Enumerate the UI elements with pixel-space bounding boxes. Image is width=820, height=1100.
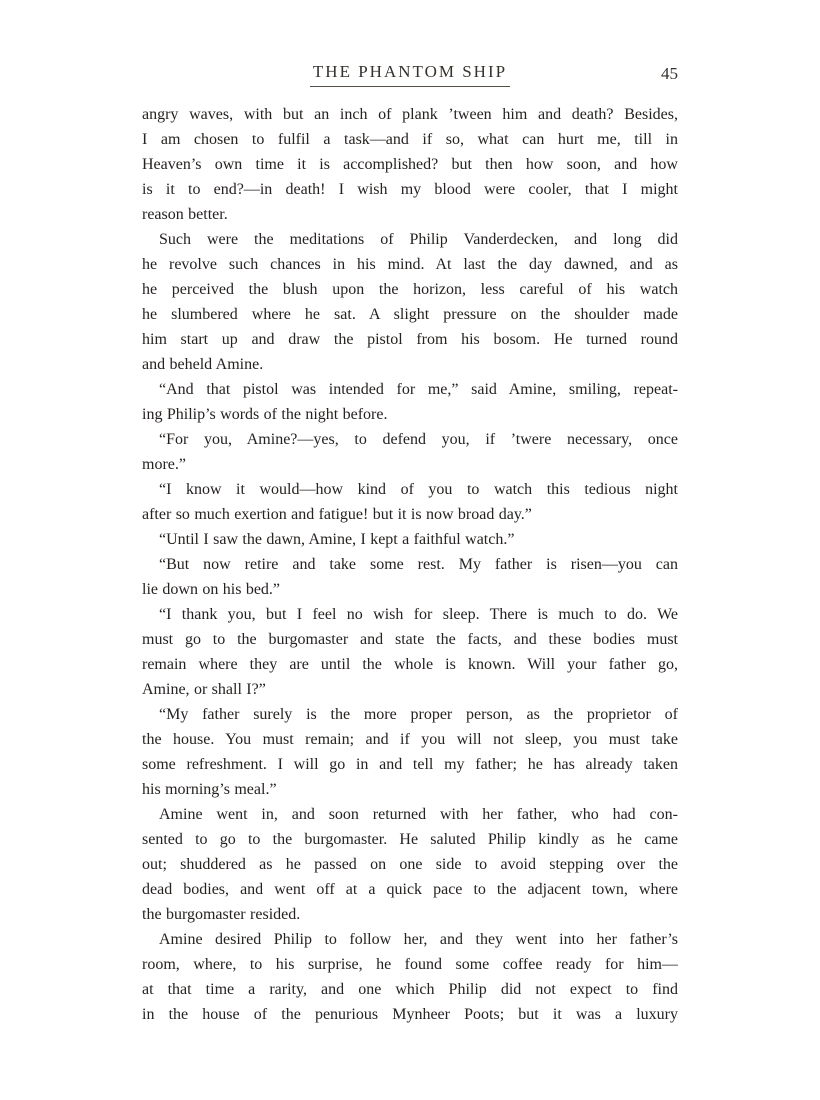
- text-line: remain where they are until the whole is known. Will your father go,: [142, 656, 678, 673]
- text-line: must go to the burgomaster and state the facts, and these bodies must: [142, 631, 678, 648]
- text-line: more.”: [142, 456, 186, 473]
- text-line: “But now retire and take some rest. My father is risen—you can: [159, 556, 678, 573]
- paragraph: [142, 527, 678, 552]
- text-line: Amine went in, and soon returned with her father, who had con-: [159, 806, 678, 823]
- page-header: [142, 62, 678, 94]
- paragraph: [142, 427, 678, 477]
- text-line: he revolve such chances in his mind. At last the day dawned, and as: [142, 256, 678, 273]
- paragraph: [142, 927, 678, 1027]
- text-line: Heaven’s own time it is accomplished? but then how soon, and how: [142, 156, 678, 173]
- text-block: [142, 102, 678, 1027]
- paragraph: [142, 377, 678, 427]
- text-line: “For you, Amine?—yes, to defend you, if ’twere necessary, once: [159, 431, 678, 448]
- text-line: in the house of the penurious Mynheer Poots; but it was a luxury: [142, 1006, 678, 1023]
- text-line: at that time a rarity, and one which Philip did not expect to find: [142, 981, 678, 998]
- text-line: after so much exertion and fatigue! but it is now broad day.”: [142, 506, 532, 523]
- text-line: some refreshment. I will go in and tell my father; he has already taken: [142, 756, 678, 773]
- text-line: lie down on his bed.”: [142, 581, 281, 598]
- text-line: Such were the meditations of Philip Vanderdecken, and long did: [159, 231, 678, 248]
- text-line: him start up and draw the pistol from his bosom. He turned round: [142, 331, 678, 348]
- text-line: is it to end?—in death! I wish my blood were cooler, that I might: [142, 181, 678, 198]
- text-line: and beheld Amine.: [142, 356, 264, 373]
- text-line: “My father surely is the more proper person, as the proprietor of: [159, 706, 678, 723]
- text-line: “I thank you, but I feel no wish for sleep. There is much to do. We: [159, 606, 678, 623]
- text-line: the burgomaster resided.: [142, 906, 301, 923]
- text-line: he perceived the blush upon the horizon, less careful of his watch: [142, 281, 678, 298]
- paragraph: [142, 602, 678, 702]
- text-line: “Until I saw the dawn, Amine, I kept a faithful watch.”: [159, 531, 515, 548]
- text-line: “I know it would—how kind of you to watch this tedious night: [159, 481, 678, 498]
- paragraph: [142, 227, 678, 377]
- text-line: reason better.: [142, 206, 228, 223]
- paragraph: [142, 802, 678, 927]
- text-line: I am chosen to fulfil a task—and if so, what can hurt me, till in: [142, 131, 678, 148]
- page-number: 45: [661, 64, 678, 83]
- text-line: room, where, to his surprise, he found some coffee ready for him—: [142, 956, 678, 973]
- paragraph: [142, 552, 678, 602]
- text-line: dead bodies, and went off at a quick pace to the adjacent town, where: [142, 881, 678, 898]
- text-line: Amine desired Philip to follow her, and they went into her father’s: [159, 931, 678, 948]
- text-line: “And that pistol was intended for me,” said Amine, smiling, repeat-: [159, 381, 678, 398]
- text-line: out; shuddered as he passed on one side to avoid stepping over the: [142, 856, 678, 873]
- text-line: the house. You must remain; and if you will not sleep, you must take: [142, 731, 678, 748]
- paragraph: [142, 702, 678, 802]
- text-line: angry waves, with but an inch of plank ’tween him and death? Besides,: [142, 106, 678, 123]
- running-title: THE PHANTOM SHIP: [310, 62, 510, 87]
- text-line: sented to go to the burgomaster. He saluted Philip kindly as he came: [142, 831, 678, 848]
- text-line: ing Philip’s words of the night before.: [142, 406, 388, 423]
- text-line: he slumbered where he sat. A slight pressure on the shoulder made: [142, 306, 678, 323]
- paragraph: [142, 102, 678, 227]
- text-line: his morning’s meal.”: [142, 781, 277, 798]
- text-line: Amine, or shall I?”: [142, 681, 266, 698]
- paragraph: [142, 477, 678, 527]
